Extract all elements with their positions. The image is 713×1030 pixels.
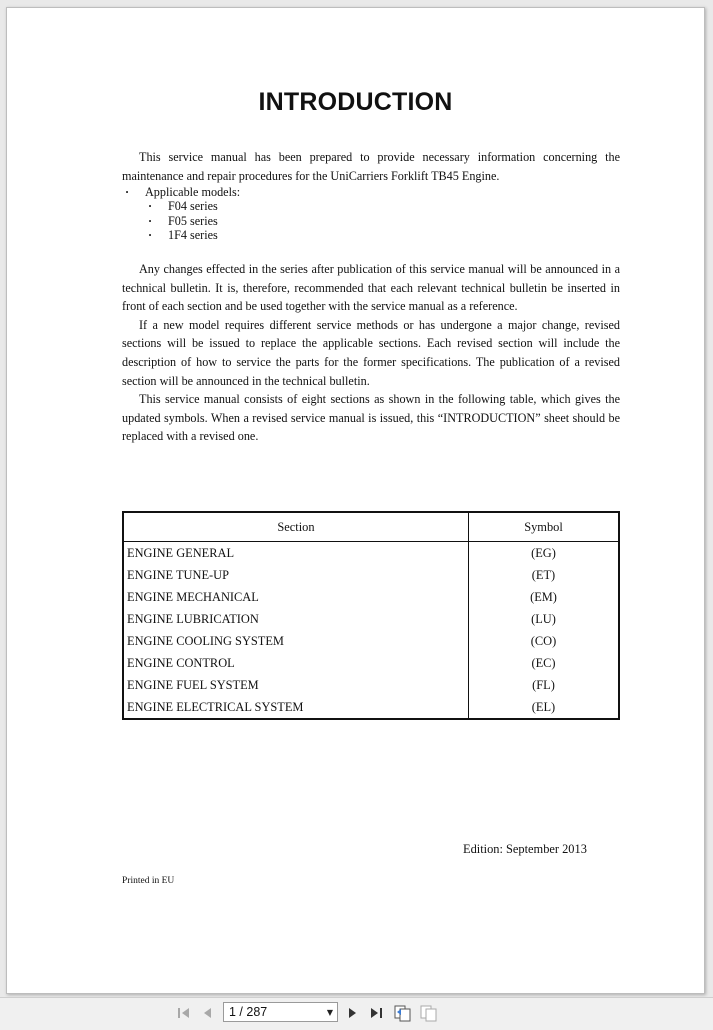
applicable-models-label: Applicable models: — [145, 185, 241, 200]
revision-paragraph: If a new model requires different service methods or has undergone a major change, revised sections will be issued to replace the applicable sections. Each revised section will include the description of how to service the parts for the former specifications. The publication of a revised section will be announced in the technical bulletin. — [122, 317, 620, 388]
section-cell: ENGINE GENERAL — [123, 542, 469, 565]
first-page-icon[interactable] — [174, 1002, 194, 1024]
last-page-icon[interactable] — [366, 1002, 386, 1024]
pdf-page — [6, 7, 705, 994]
previous-page-icon[interactable] — [198, 1002, 218, 1024]
printed-note: Printed in EU — [122, 876, 175, 886]
intro-paragraph: This service manual has been prepared to provide necessary information concerning the maintenance and repair procedures for the UniCarriers Forklift TB45 Engine. — [122, 150, 620, 183]
body-block — [122, 260, 620, 446]
section-cell: ENGINE LUBRICATION — [123, 608, 469, 630]
model-item: · F04 series — [145, 199, 620, 213]
symbol-cell: (EL) — [531, 699, 556, 714]
symbol-cell: (EM) — [530, 589, 557, 604]
table-row — [123, 608, 619, 630]
section-cell: ENGINE FUEL SYSTEM — [123, 674, 469, 696]
model-item: · F05 series — [145, 214, 620, 228]
section-cell: ENGINE ELECTRICAL SYSTEM — [123, 696, 469, 719]
applicable-models-item — [122, 185, 620, 242]
section-column-header: Section — [123, 512, 469, 542]
table-row — [123, 652, 619, 674]
bulletin-paragraph: Any changes effected in the series after publication of this service manual will be announced in a technical bulletin. It is, therefore, recommended that each relevant technical bulletin be inserted in front of each section and be used together with the service manual as a reference. — [122, 262, 620, 314]
page-title: INTRODUCTION — [258, 88, 453, 116]
navigation-toolbar — [0, 997, 713, 1030]
compare-view-icon[interactable] — [419, 1002, 439, 1024]
symbol-cell: (CO) — [530, 633, 557, 648]
next-page-icon[interactable] — [342, 1002, 362, 1024]
view-mode-icon[interactable] — [393, 1002, 413, 1024]
section-cell: ENGINE MECHANICAL — [123, 586, 469, 608]
table-header-row — [123, 512, 619, 542]
section-cell: ENGINE CONTROL — [123, 652, 469, 674]
table-row — [123, 674, 619, 696]
model-item: · 1F4 series — [145, 228, 620, 242]
symbol-column-header: Symbol — [469, 512, 620, 542]
symbol-cell: (EG) — [531, 545, 556, 560]
table-row — [123, 696, 619, 719]
sections-paragraph: This service manual consists of eight sections as shown in the following table, which gives the updated symbols. When a revised service manual is issued, this “INTRODUCTION” sheet should be replaced with a revised one. — [122, 392, 620, 444]
symbol-cell: (EC) — [531, 655, 556, 670]
page-number-select[interactable] — [223, 1002, 338, 1022]
page-indicator: 1 / 287 — [229, 1005, 268, 1019]
symbol-cell: (LU) — [531, 611, 556, 626]
table-row — [123, 630, 619, 652]
edition-note: Edition: September 2013 — [463, 842, 587, 856]
table-row — [123, 586, 619, 608]
intro-block — [122, 148, 620, 242]
section-cell: ENGINE TUNE-UP — [123, 564, 469, 586]
table-row — [123, 542, 619, 565]
table-row — [123, 564, 619, 586]
chevron-down-icon: ▼ — [326, 1008, 333, 1017]
symbol-cell: (ET) — [531, 567, 556, 582]
sections-table — [122, 511, 620, 720]
symbol-cell: (FL) — [532, 677, 555, 692]
section-cell: ENGINE COOLING SYSTEM — [123, 630, 469, 652]
applicable-models-list — [122, 185, 620, 242]
models-sublist — [145, 199, 620, 242]
